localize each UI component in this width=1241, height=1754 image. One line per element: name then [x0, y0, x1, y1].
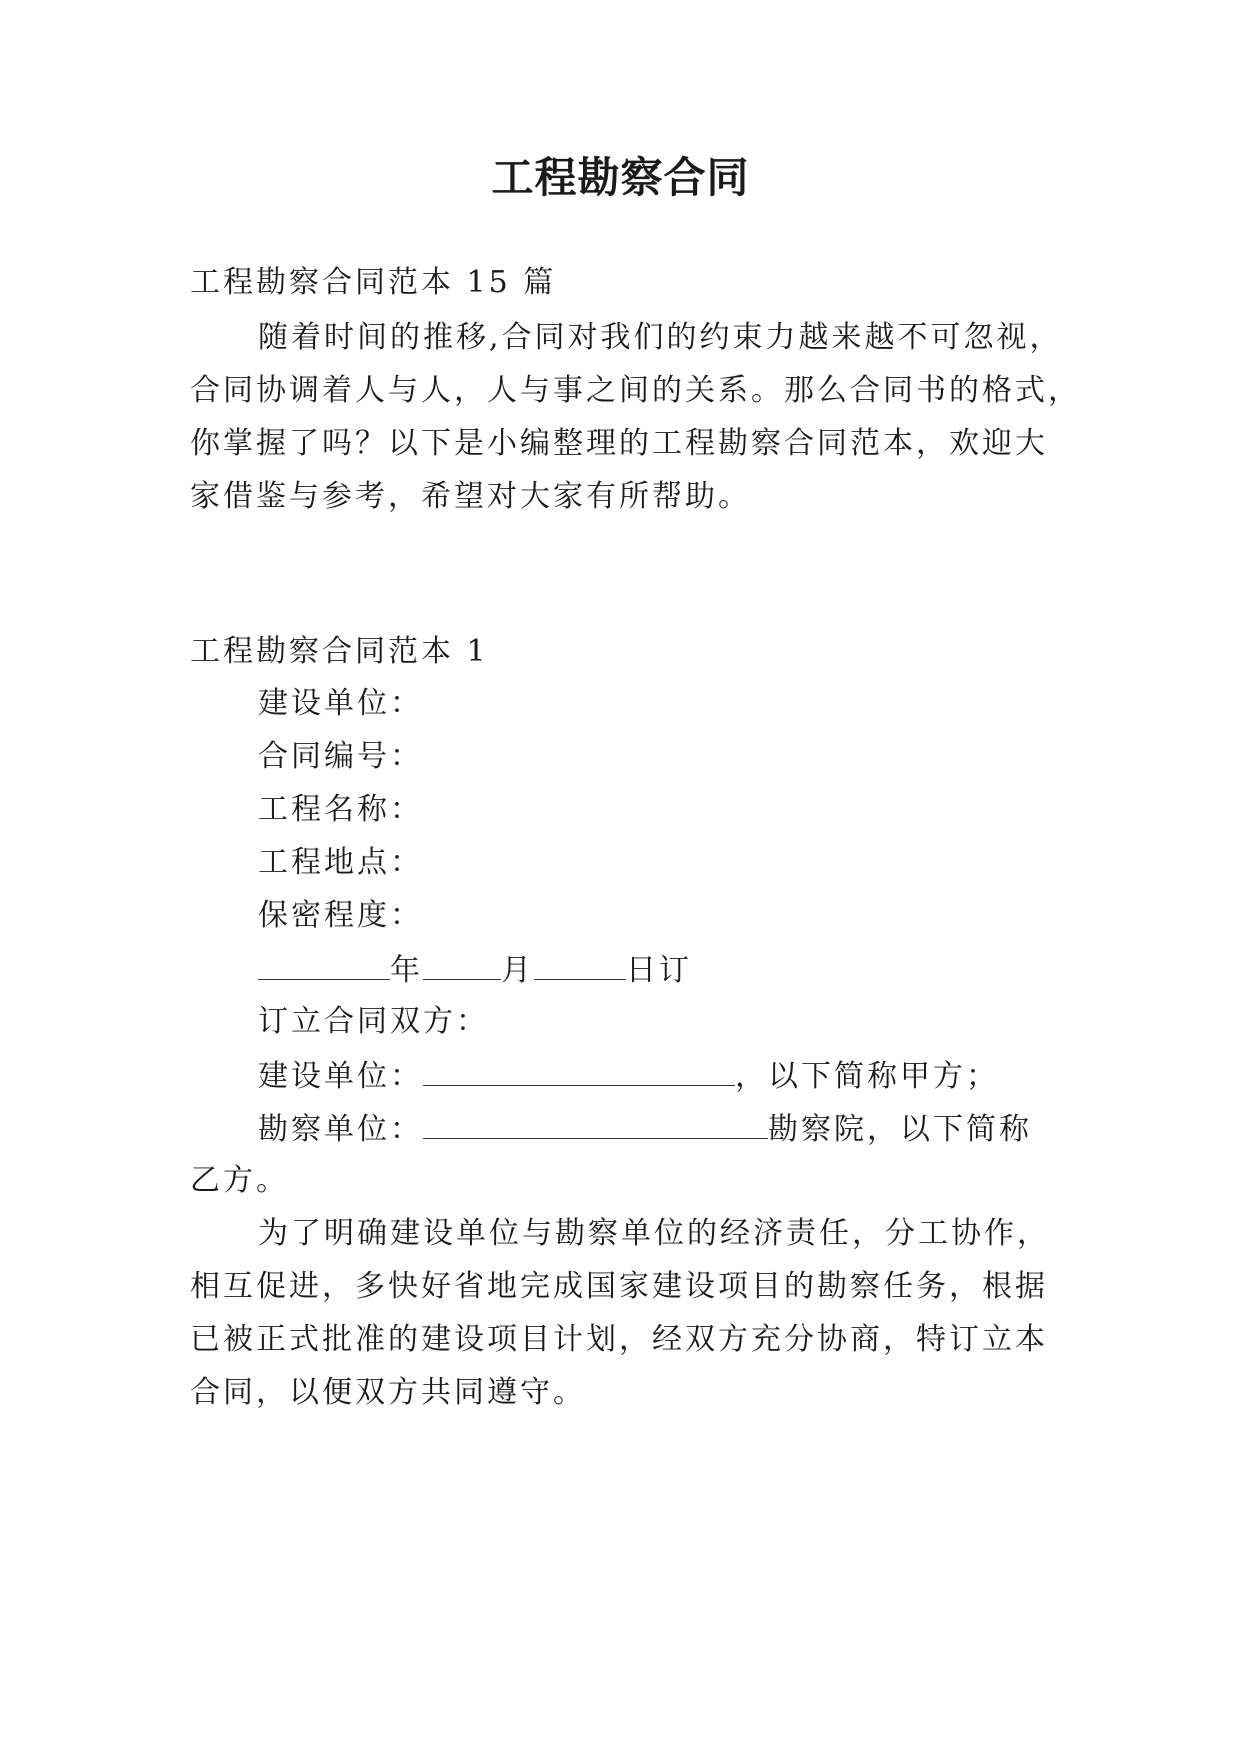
date-line	[258, 949, 692, 991]
field-confidentiality: 保密程度：	[258, 898, 423, 933]
year-label: 年	[390, 953, 423, 988]
month-label: 月	[501, 953, 534, 988]
intro-line-4: 家借鉴与参考，希望对大家有所帮助。	[190, 479, 751, 514]
party-b-suffix: 勘察院，以下简称	[768, 1112, 1032, 1147]
year-blank	[258, 949, 390, 980]
document-title: 工程勘察合同	[491, 153, 750, 202]
purpose-line-1: 为了明确建设单位与勘察单位的经济责任，分工协作，	[258, 1216, 1050, 1251]
field-contract-no: 合同编号：	[258, 739, 423, 774]
purpose-line-4: 合同，以便双方共同遵守。	[190, 1375, 586, 1410]
party-b-blank	[423, 1108, 768, 1139]
party-a-suffix: ，以下简称甲方；	[735, 1059, 999, 1094]
field-project-location: 工程地点：	[258, 845, 423, 880]
field-builder: 建设单位：	[258, 686, 423, 721]
parties-heading: 订立合同双方：	[258, 1004, 489, 1039]
party-b-continuation: 乙方。	[190, 1163, 289, 1198]
day-blank	[534, 949, 626, 980]
intro-line-3: 你掌握了吗？以下是小编整理的工程勘察合同范本，欢迎大	[190, 426, 1048, 461]
day-label: 日订	[626, 953, 692, 988]
month-blank	[423, 949, 501, 980]
party-a-label: 建设单位：	[258, 1059, 423, 1094]
purpose-line-3: 已被正式批准的建设项目计划，经双方充分协商，特订立本	[190, 1322, 1048, 1357]
intro-line-1: 随着时间的推移,合同对我们的约束力越来越不可忽视，	[258, 320, 1063, 355]
party-b-label: 勘察单位：	[258, 1112, 423, 1147]
purpose-line-2: 相互促进，多快好省地完成国家建设项目的勘察任务，根据	[190, 1269, 1048, 1304]
section-heading: 工程勘察合同范本 1	[190, 634, 489, 669]
subtitle: 工程勘察合同范本 15 篇	[190, 265, 557, 300]
party-a-blank	[423, 1055, 735, 1086]
intro-line-2: 合同协调着人与人，人与事之间的关系。那么合同书的格式，	[190, 373, 1081, 408]
field-project-name: 工程名称：	[258, 792, 423, 827]
party-a-line	[258, 1055, 999, 1097]
party-b-line	[258, 1108, 1032, 1150]
